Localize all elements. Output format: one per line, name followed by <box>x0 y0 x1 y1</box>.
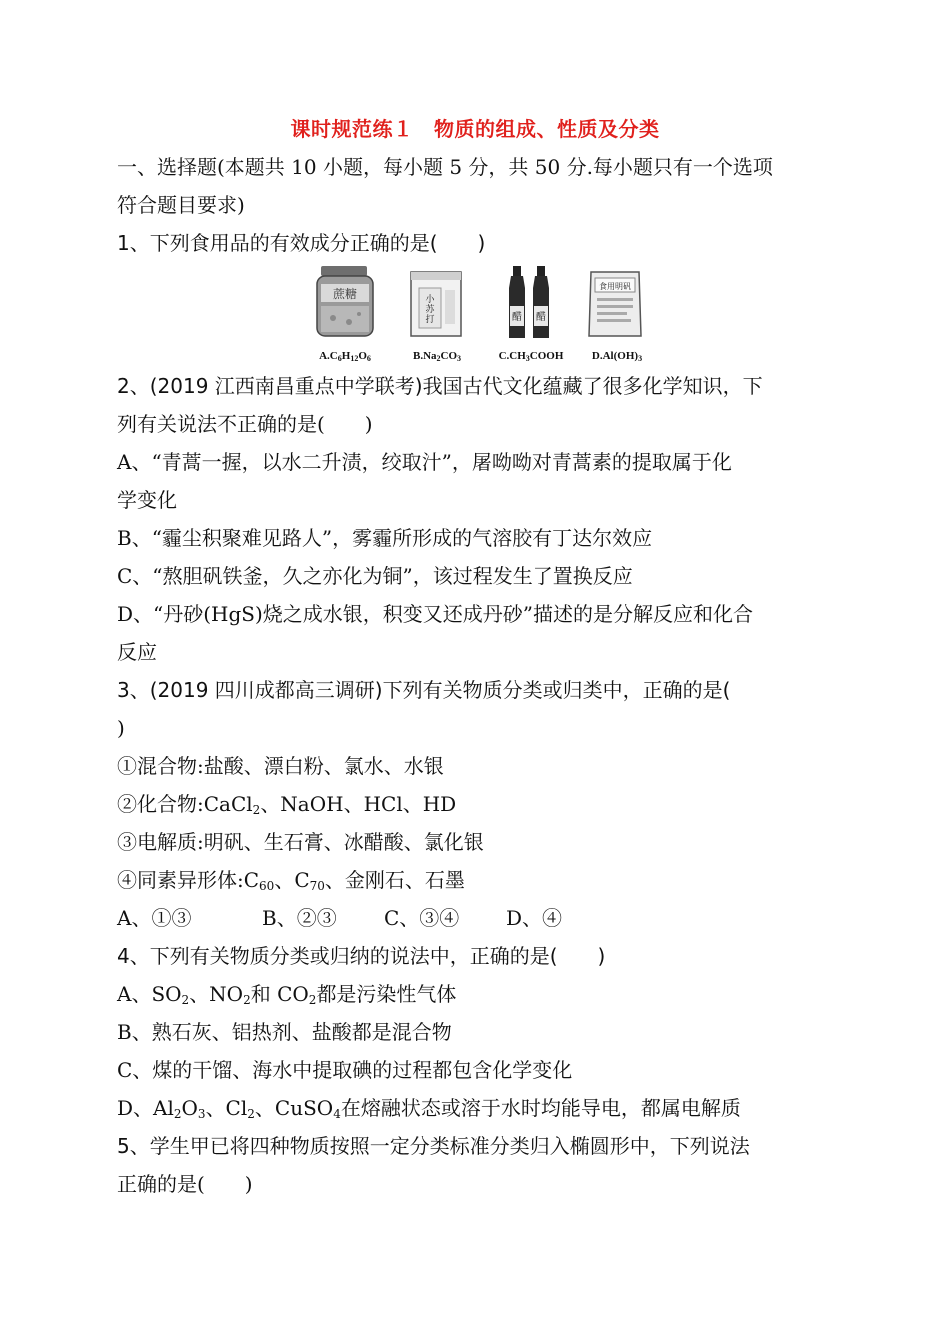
alum-bag-image <box>577 262 657 342</box>
product-sugar-jar <box>305 262 385 362</box>
question-3-item-2: ②化合物:CaCl$_2$、NaOH、HCl、HD <box>117 792 457 817</box>
question-3-option-c: C、③④ <box>384 906 460 930</box>
section-heading-line-2: 符合题目要求) <box>117 193 245 217</box>
svg-text:食用明矾: 食用明矾 <box>599 282 631 291</box>
caption-c: $C.CH_3COOH$ <box>498 350 564 363</box>
question-3-item-1: ①混合物:盐酸、漂白粉、氯水、水银 <box>117 754 444 778</box>
question-5-stem-line-2: 正确的是( ) <box>117 1172 253 1196</box>
question-4-option-c: C、煤的干馏、海水中提取碘的过程都包含化学变化 <box>117 1058 573 1082</box>
svg-text:苏: 苏 <box>425 305 435 315</box>
svg-text:小: 小 <box>425 295 435 305</box>
caption-b: $B.Na_2CO_3$ <box>412 350 462 363</box>
question-5-stem-line-1: 5、学生甲已将四种物质按照一定分类标准分类归入椭圆形中，下列说法 <box>117 1134 750 1158</box>
food-products-figure <box>305 262 650 362</box>
baking-soda-bag-image <box>397 262 477 342</box>
svg-text:醋: 醋 <box>512 312 522 323</box>
sugar-jar-label: 蔗糖 <box>332 287 358 301</box>
product-vinegar <box>491 262 571 362</box>
question-2-stem-line-1: 2、(2019 江西南昌重点中学联考)我国古代文化蕴藏了很多化学知识，下 <box>117 374 763 398</box>
product-baking-soda <box>397 262 477 362</box>
caption-d: $D.Al(OH)_3$ <box>591 350 643 363</box>
question-2-option-d-line-1: D、“丹砂(HgS)烧之成水银，积变又还成丹砂”描述的是分解反应和化合 <box>117 602 754 626</box>
question-4-stem: 4、下列有关物质分类或归纳的说法中，正确的是( ) <box>117 944 606 968</box>
caption-a: $A.C_6H_{12}O_6$ <box>319 350 371 363</box>
vinegar-bottles-image <box>491 262 571 342</box>
question-3-item-3: ③电解质:明矾、生石膏、冰醋酸、氯化银 <box>117 830 484 854</box>
question-2-option-d-line-2: 反应 <box>117 640 157 664</box>
page-title: 课时规范练１ 物质的组成、性质及分类 <box>290 117 660 141</box>
sugar-jar-image <box>305 262 385 342</box>
question-2-option-b: B、“霾尘积聚难见路人”，雾霾所形成的气溶胶有丁达尔效应 <box>117 526 653 550</box>
question-2-stem-line-2: 列有关说法不正确的是( ) <box>117 412 373 436</box>
question-3-option-b: B、②③ <box>262 906 337 930</box>
section-heading-line-1: 一、选择题(本题共 10 小题，每小题 5 分，共 50 分.每小题只有一个选项 <box>117 155 773 179</box>
question-1-stem: 1、下列食用品的有效成分正确的是( ) <box>117 231 486 255</box>
question-2-option-c: C、“熬胆矾铁釜，久之亦化为铜”，该过程发生了置换反应 <box>117 564 633 588</box>
question-3-options <box>117 905 562 931</box>
question-3-stem-line-1: 3、(2019 四川成都高三调研)下列有关物质分类或归类中，正确的是( <box>117 678 731 702</box>
question-3-stem-line-2: ) <box>117 716 125 740</box>
question-2-option-a-line-2: 学变化 <box>117 488 177 512</box>
product-alum <box>577 262 657 362</box>
question-3-option-a: A、①③ <box>117 906 192 930</box>
question-4-option-d: D、$Al_2O_3$、$Cl_2$、CuSO$_4$在熔融状态或溶于水时均能导电，都属电解质 <box>117 1096 741 1121</box>
svg-text:醋: 醋 <box>536 312 546 323</box>
question-3-item-4: ④同素异形体$:C_{60}$、$C_{70}$、金刚石、石墨 <box>117 868 465 893</box>
svg-text:打: 打 <box>425 315 435 325</box>
question-3-option-d: D、④ <box>506 906 563 930</box>
question-4-option-b: B、熟石灰、铝热剂、盐酸都是混合物 <box>117 1020 452 1044</box>
question-4-option-a: A、$SO_2$、$NO_2$和 $CO_2$都是污染性气体 <box>117 982 457 1007</box>
question-2-option-a-line-1: A、“青蒿一握，以水二升渍，绞取汁”，屠呦呦对青蒿素的提取属于化 <box>117 450 732 474</box>
